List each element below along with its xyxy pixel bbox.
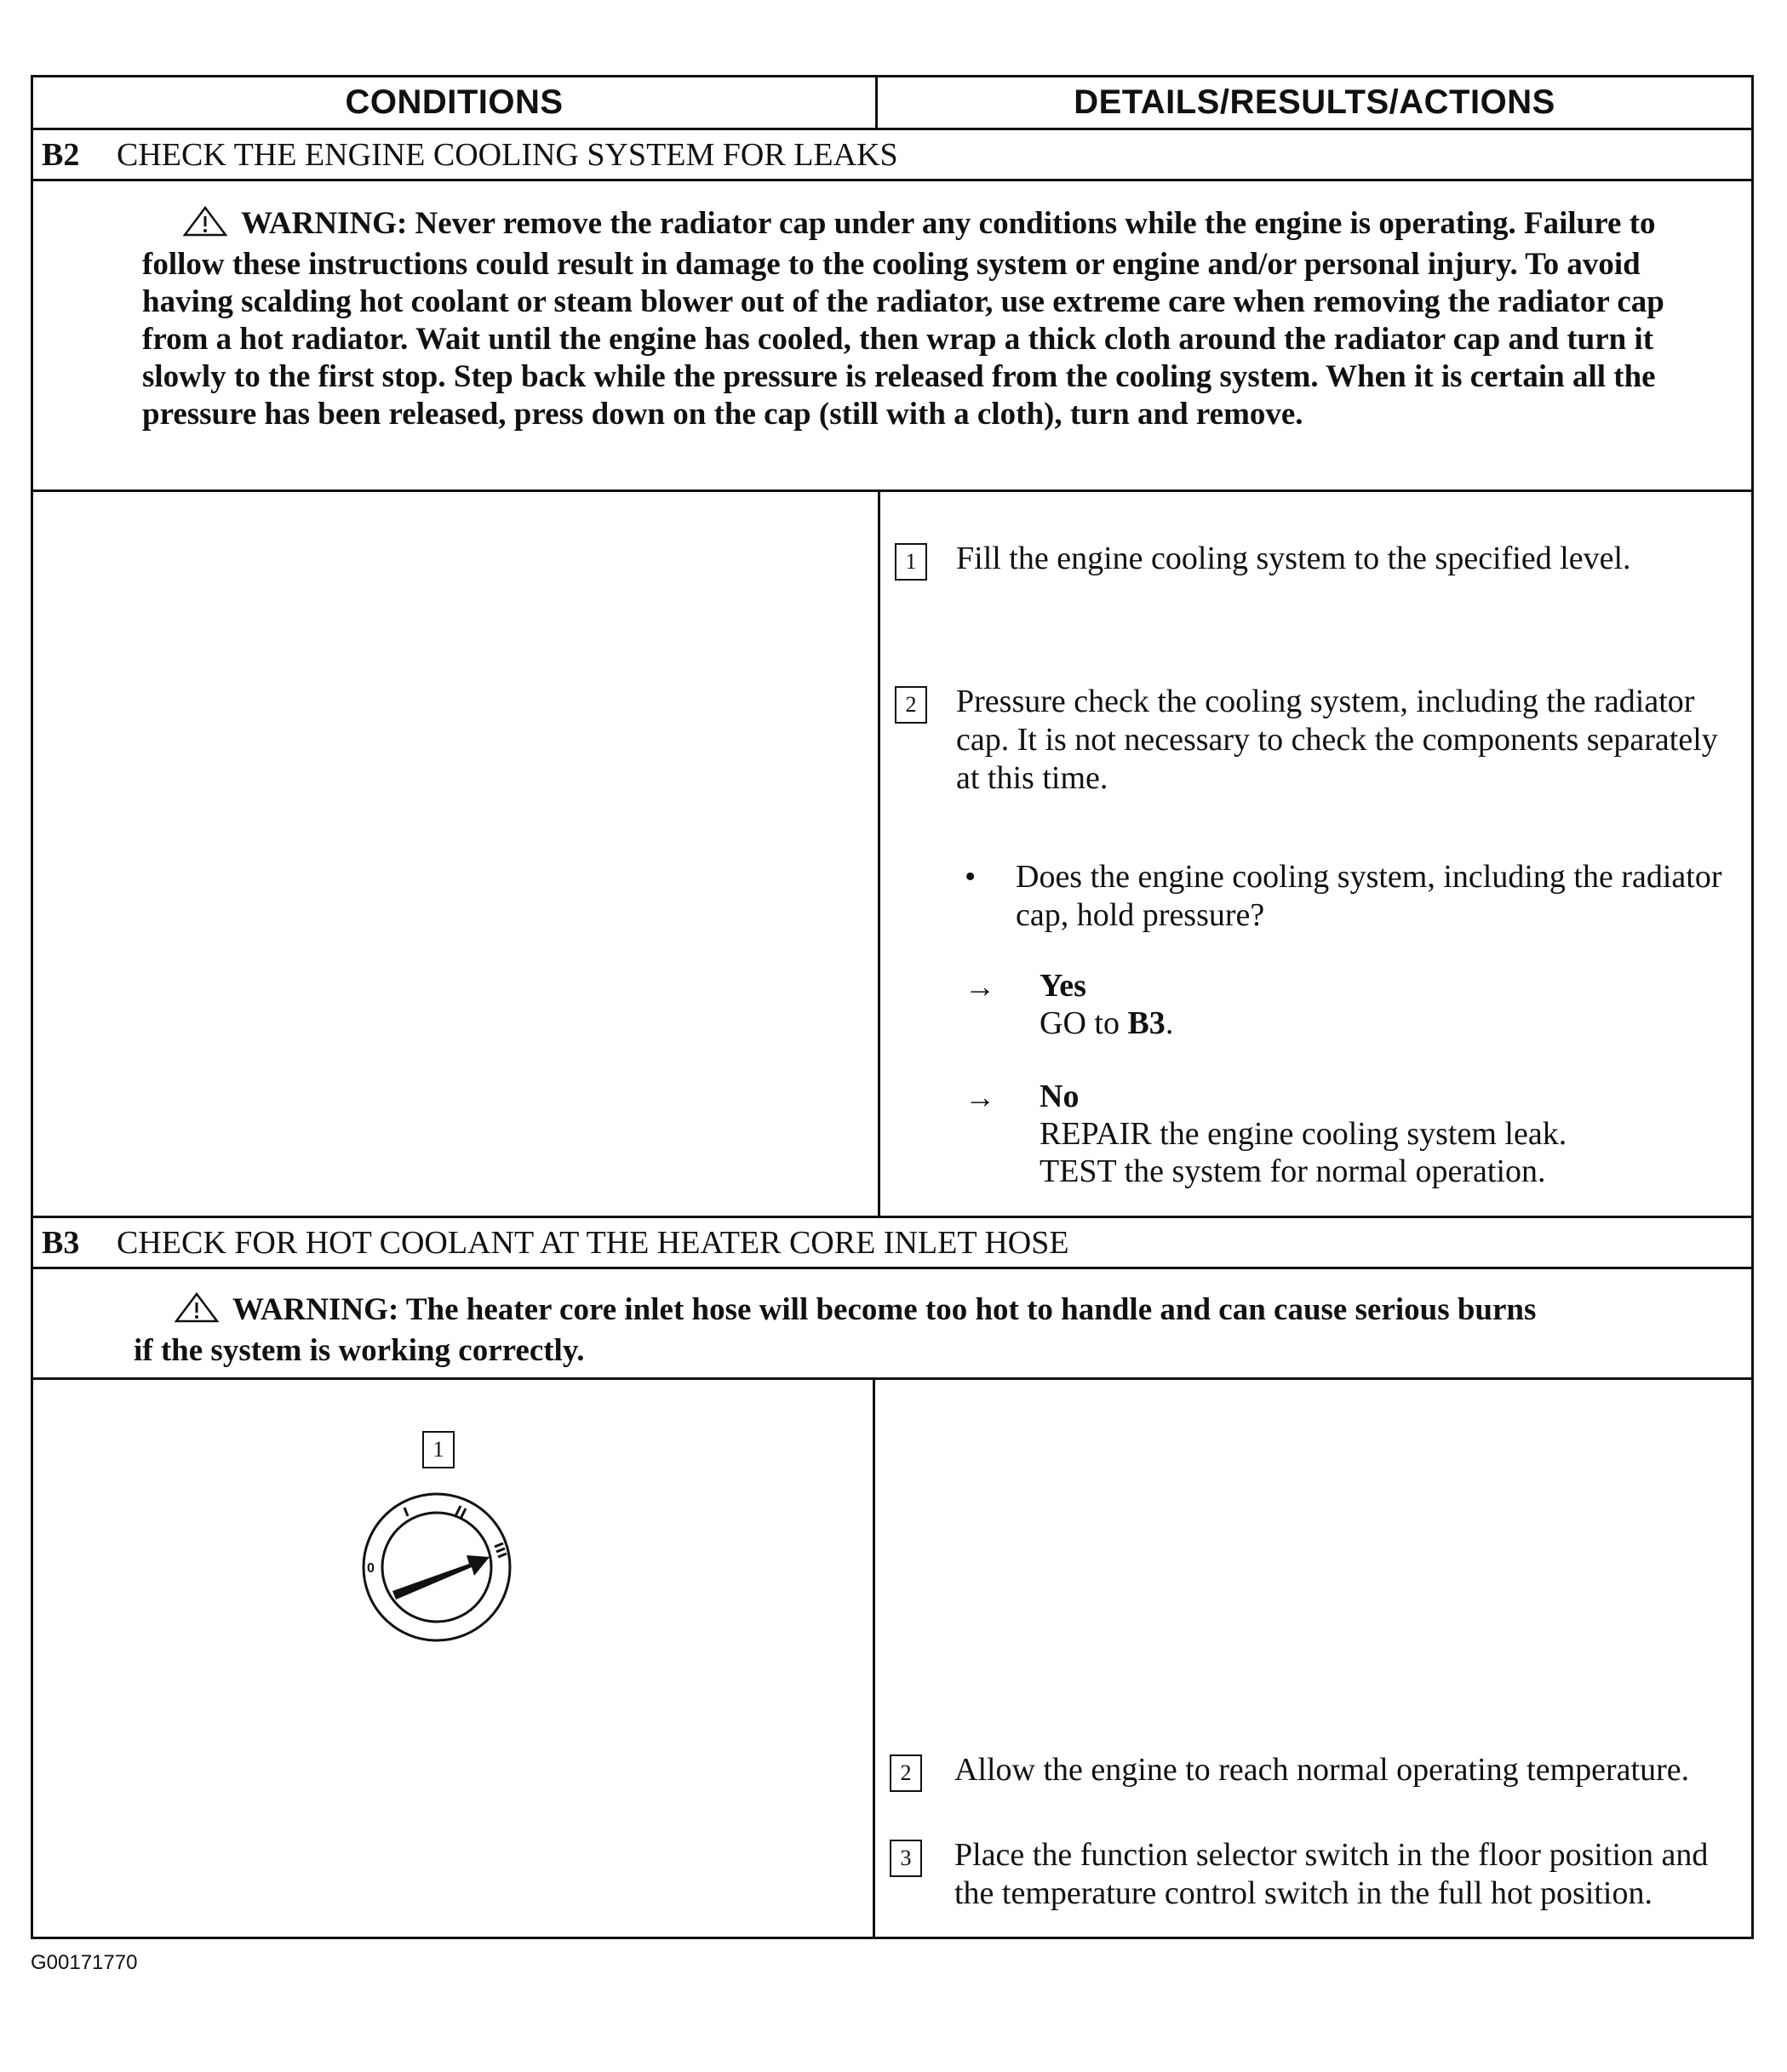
figure-code: G00171770: [31, 1951, 138, 1974]
bullet-icon: •: [965, 859, 977, 895]
yes-action: [1040, 1005, 1173, 1043]
step-number-box: 2: [895, 686, 927, 724]
step-b3-title-row: [33, 1218, 1751, 1269]
step-b2-warning: [142, 205, 1683, 433]
step-b3-warning-row: [33, 1269, 1751, 1380]
yes-action-target: B3: [1127, 1005, 1166, 1041]
step-number-box: 3: [890, 1840, 922, 1877]
yes-label: Yes: [1040, 968, 1086, 1004]
figure-number-box: 1: [422, 1431, 455, 1468]
warning-triangle-icon: [175, 1292, 219, 1332]
ignition-switch-icon: [352, 1482, 522, 1652]
step-b2-2-text: Pressure check the cooling system, including the radiator cap. It is not necessary to check the components separately at this time.: [956, 684, 1718, 796]
svg-text:0: 0: [367, 1561, 375, 1576]
step-b2-warning-row: [33, 181, 1751, 492]
no-label: No: [1040, 1079, 1080, 1114]
conditions-header: CONDITIONS: [33, 77, 878, 128]
step-b3-body: [33, 1380, 1751, 1937]
step-b2-title: CHECK THE ENGINE COOLING SYSTEM FOR LEAKS: [117, 136, 898, 173]
no-action-1: REPAIR the engine cooling system leak.: [1040, 1116, 1567, 1152]
yes-action-suffix: .: [1165, 1005, 1174, 1041]
step-b3-warning-text: WARNING: The heater core inlet hose will become too hot to handle and can cause serious burns if the system is working correctly.: [134, 1292, 1537, 1368]
diagnostic-table: [31, 75, 1754, 1939]
details-header: DETAILS/RESULTS/ACTIONS: [1074, 83, 1555, 121]
step-b2-1-text: Fill the engine cooling system to the specified level.: [956, 541, 1631, 576]
step-b2-id: B2: [42, 136, 80, 173]
table-header: [33, 77, 1751, 130]
step-b2-warning-text: WARNING: Never remove the radiator cap under any conditions while the engine is operating. Failure to follow these instructions could result in damage to the cooling system or engine and/or personal injury. To avoid having scalding hot coolant or steam blower out of the radiator, use extreme care when removing the radiator cap from a hot radiator. Wait until the engine has cooled, then wrap a thick cloth around the radiator cap and turn it slowly to the first stop. Step back while the pressure is released from the cooling system. When it is certain all the pressure has been released, press down on the cap (still with a cloth), turn and remove.: [142, 206, 1664, 432]
step-b3-2-text: Allow the engine to reach normal operating temperature.: [954, 1752, 1690, 1788]
step-b2-question: Does the engine cooling system, including the radiator cap, hold pressure?: [1016, 859, 1722, 933]
no-action-2: TEST the system for normal operation.: [1040, 1153, 1546, 1189]
warning-triangle-icon: [183, 206, 227, 246]
step-number-box: 2: [890, 1754, 922, 1792]
column-divider: [878, 492, 880, 1216]
arrow-right-icon: →: [965, 970, 995, 1004]
yes-action-prefix: GO to: [1040, 1005, 1128, 1041]
step-b3-title: CHECK FOR HOT COOLANT AT THE HEATER CORE INLET HOSE: [117, 1224, 1069, 1261]
step-b2-body: [33, 492, 1751, 1218]
column-divider: [873, 1380, 875, 1937]
arrow-right-icon: →: [965, 1080, 995, 1114]
step-b3-3-text: Place the function selector switch in the floor position and the temperature control switch in the full hot position.: [954, 1837, 1709, 1911]
step-b2-title-row: [33, 130, 1751, 181]
step-number-box: 1: [895, 543, 927, 581]
step-b3-id: B3: [42, 1224, 80, 1261]
step-b3-warning: [134, 1291, 1547, 1370]
